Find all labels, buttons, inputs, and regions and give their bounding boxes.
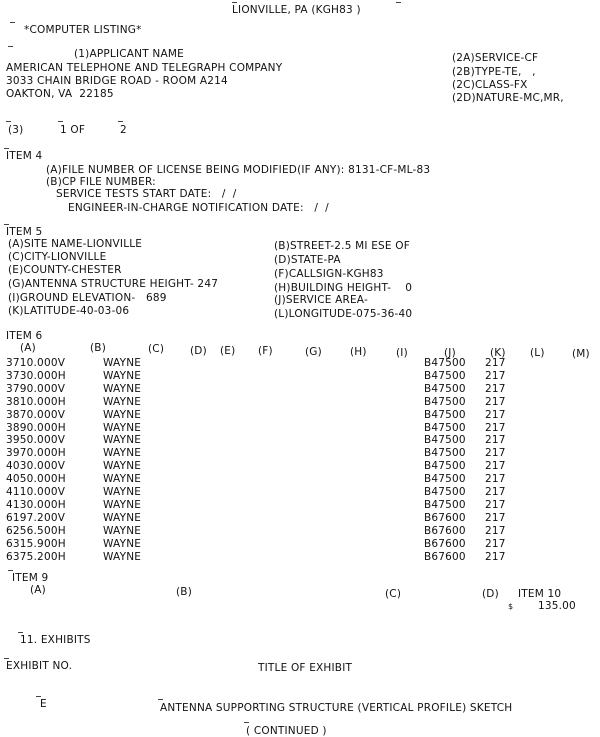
emission-cell: B47500 bbox=[424, 473, 466, 485]
frequency-cell: 3970.000H bbox=[6, 447, 66, 459]
frequency-cell: 3870.000V bbox=[6, 409, 66, 421]
type-field: (2B)TYPE-TE, , bbox=[452, 66, 536, 78]
column-header: (C) bbox=[148, 343, 165, 355]
emission-cell: B47500 bbox=[424, 357, 466, 369]
frequency-cell: 6315.900H bbox=[6, 538, 66, 550]
ground-elevation: (I)GROUND ELEVATION- 689 bbox=[8, 292, 167, 304]
value-cell: 217 bbox=[485, 434, 506, 446]
scan-mark bbox=[18, 632, 23, 633]
city: (C)CITY-LIONVILLE bbox=[8, 251, 107, 263]
frequency-cell: 3950.000V bbox=[6, 434, 66, 446]
listing-label: *COMPUTER LISTING* bbox=[24, 24, 142, 36]
continued-note: ( CONTINUED ) bbox=[246, 725, 327, 737]
location-cell: WAYNE bbox=[103, 383, 142, 395]
value-cell: 217 bbox=[485, 551, 506, 563]
emission-cell: B67600 bbox=[424, 512, 466, 524]
value-cell: 217 bbox=[485, 409, 506, 421]
column-header: (G) bbox=[305, 346, 322, 358]
exhibits-title: 11. EXHIBITS bbox=[20, 634, 91, 646]
location-cell: WAYNE bbox=[103, 525, 142, 537]
column-header: (B) bbox=[90, 342, 106, 354]
emission-cell: B47500 bbox=[424, 409, 466, 421]
column-header: (A) bbox=[20, 342, 36, 354]
location-cell: WAYNE bbox=[103, 512, 142, 524]
emission-cell: B67600 bbox=[424, 525, 466, 537]
nature-field: (2D)NATURE-MC,MR, bbox=[452, 92, 564, 104]
value-cell: 217 bbox=[485, 460, 506, 472]
item-6-title: ITEM 6 bbox=[6, 330, 43, 342]
item-5-title: ITEM 5 bbox=[6, 226, 43, 238]
scan-mark bbox=[4, 148, 9, 149]
scan-mark bbox=[232, 2, 237, 3]
frequency-cell: 3790.000V bbox=[6, 383, 66, 395]
emission-cell: B67600 bbox=[424, 538, 466, 550]
value-cell: 217 bbox=[485, 370, 506, 382]
scan-mark bbox=[4, 658, 9, 659]
frequency-cell: 4110.000V bbox=[6, 486, 66, 498]
location-cell: WAYNE bbox=[103, 357, 142, 369]
exhibit-number: E bbox=[40, 698, 47, 710]
building-height: (H)BUILDING HEIGHT- 0 bbox=[274, 282, 413, 294]
emission-cell: B47500 bbox=[424, 486, 466, 498]
value-cell: 217 bbox=[485, 357, 506, 369]
item-9-c: (C) bbox=[385, 588, 402, 600]
scan-mark bbox=[244, 722, 249, 723]
callsign: (F)CALLSIGN-KGH83 bbox=[274, 268, 384, 280]
column-header: (M) bbox=[572, 348, 590, 360]
service-area: (J)SERVICE AREA- bbox=[274, 294, 368, 306]
item-4-title: ITEM 4 bbox=[6, 150, 43, 162]
item-9-d: (D) bbox=[482, 588, 499, 600]
scan-mark bbox=[58, 121, 63, 122]
service-field: (2A)SERVICE-CF bbox=[452, 52, 539, 64]
scan-mark bbox=[158, 699, 163, 700]
county: (E)COUNTY-CHESTER bbox=[8, 264, 122, 276]
applicant-label: (1)APPLICANT NAME bbox=[74, 48, 184, 60]
location-cell: WAYNE bbox=[103, 409, 142, 421]
emission-cell: B47500 bbox=[424, 499, 466, 511]
value-cell: 217 bbox=[485, 525, 506, 537]
item-9-a: (A) bbox=[30, 584, 46, 596]
value-cell: 217 bbox=[485, 447, 506, 459]
cp-file-number: (B)CP FILE NUMBER: bbox=[46, 176, 156, 188]
emission-cell: B47500 bbox=[424, 434, 466, 446]
scan-mark bbox=[8, 46, 13, 47]
location-cell: WAYNE bbox=[103, 396, 142, 408]
location-cell: WAYNE bbox=[103, 422, 142, 434]
site-name: (A)SITE NAME-LIONVILLE bbox=[8, 238, 143, 250]
emission-cell: B67600 bbox=[424, 551, 466, 563]
latitude: (K)LATITUDE-40-03-06 bbox=[8, 305, 130, 317]
street: (B)STREET-2.5 MI ESE OF bbox=[274, 240, 410, 252]
value-cell: 217 bbox=[485, 422, 506, 434]
value-cell: 217 bbox=[485, 383, 506, 395]
value-cell: 217 bbox=[485, 486, 506, 498]
location-cell: WAYNE bbox=[103, 447, 142, 459]
currency-symbol: $ bbox=[508, 602, 514, 611]
scan-mark bbox=[118, 121, 123, 122]
frequency-cell: 3810.000H bbox=[6, 396, 66, 408]
emission-cell: B47500 bbox=[424, 370, 466, 382]
location-cell: WAYNE bbox=[103, 460, 142, 472]
scan-mark bbox=[4, 224, 9, 225]
page-current: 1 OF bbox=[60, 124, 86, 136]
frequency-cell: 6256.500H bbox=[6, 525, 66, 537]
applicant-city: OAKTON, VA 22185 bbox=[6, 88, 114, 100]
column-header: (E) bbox=[220, 345, 236, 357]
location-cell: WAYNE bbox=[103, 486, 142, 498]
applicant-address: 3033 CHAIN BRIDGE ROAD - ROOM A214 bbox=[6, 75, 228, 87]
value-cell: 217 bbox=[485, 499, 506, 511]
scan-mark bbox=[6, 121, 11, 122]
scan-mark bbox=[8, 570, 13, 571]
frequency-cell: 6375.200H bbox=[6, 551, 66, 563]
emission-cell: B47500 bbox=[424, 396, 466, 408]
item-10-title: ITEM 10 bbox=[518, 588, 562, 600]
column-header: (F) bbox=[258, 345, 273, 357]
antenna-structure-height: (G)ANTENNA STRUCTURE HEIGHT- 247 bbox=[8, 278, 219, 290]
column-header: (I) bbox=[396, 347, 408, 359]
engineer-notification-date: ENGINEER-IN-CHARGE NOTIFICATION DATE: / / bbox=[68, 202, 329, 214]
location-cell: WAYNE bbox=[103, 551, 142, 563]
location-cell: WAYNE bbox=[103, 538, 142, 550]
applicant-name: AMERICAN TELEPHONE AND TELEGRAPH COMPANY bbox=[6, 62, 283, 74]
value-cell: 217 bbox=[485, 396, 506, 408]
frequency-cell: 6197.200V bbox=[6, 512, 66, 524]
frequency-cell: 4050.000H bbox=[6, 473, 66, 485]
location-cell: WAYNE bbox=[103, 434, 142, 446]
emission-cell: B47500 bbox=[424, 447, 466, 459]
column-header: (L) bbox=[530, 347, 545, 359]
state: (D)STATE-PA bbox=[274, 254, 341, 266]
page-indicator-label: (3) bbox=[8, 124, 24, 136]
scan-mark bbox=[396, 2, 401, 3]
value-cell: 217 bbox=[485, 473, 506, 485]
value-cell: 217 bbox=[485, 538, 506, 550]
frequency-cell: 3710.000V bbox=[6, 357, 66, 369]
column-header: (D) bbox=[190, 345, 207, 357]
location-cell: WAYNE bbox=[103, 499, 142, 511]
exhibit-title: ANTENNA SUPPORTING STRUCTURE (VERTICAL PROFILE) SKETCH bbox=[160, 702, 513, 714]
fee-amount: 135.00 bbox=[538, 600, 576, 612]
exhibit-title-header: TITLE OF EXHIBIT bbox=[258, 662, 353, 674]
frequency-cell: 3730.000H bbox=[6, 370, 66, 382]
page-title: LIONVILLE, PA (KGH83 ) bbox=[232, 4, 361, 16]
scan-mark bbox=[36, 696, 41, 697]
location-cell: WAYNE bbox=[103, 473, 142, 485]
frequency-cell: 4030.000V bbox=[6, 460, 66, 472]
column-header: (J) bbox=[444, 347, 456, 359]
location-cell: WAYNE bbox=[103, 370, 142, 382]
scan-mark bbox=[10, 22, 15, 23]
item-9-title: ITEM 9 bbox=[12, 572, 49, 584]
emission-cell: B47500 bbox=[424, 422, 466, 434]
emission-cell: B47500 bbox=[424, 460, 466, 472]
frequency-cell: 4130.000H bbox=[6, 499, 66, 511]
item-9-b: (B) bbox=[176, 586, 192, 598]
class-field: (2C)CLASS-FX bbox=[452, 79, 528, 91]
service-tests-date: SERVICE TESTS START DATE: / / bbox=[56, 188, 237, 200]
column-header: (K) bbox=[490, 347, 506, 359]
longitude: (L)LONGITUDE-075-36-40 bbox=[274, 308, 413, 320]
license-file-number: (A)FILE NUMBER OF LICENSE BEING MODIFIED(IF ANY): 8131-CF-ML-83 bbox=[46, 164, 431, 176]
frequency-cell: 3890.000H bbox=[6, 422, 66, 434]
page-total: 2 bbox=[120, 124, 127, 136]
value-cell: 217 bbox=[485, 512, 506, 524]
emission-cell: B47500 bbox=[424, 383, 466, 395]
column-header: (H) bbox=[350, 346, 367, 358]
exhibit-no-header: EXHIBIT NO. bbox=[6, 660, 73, 672]
